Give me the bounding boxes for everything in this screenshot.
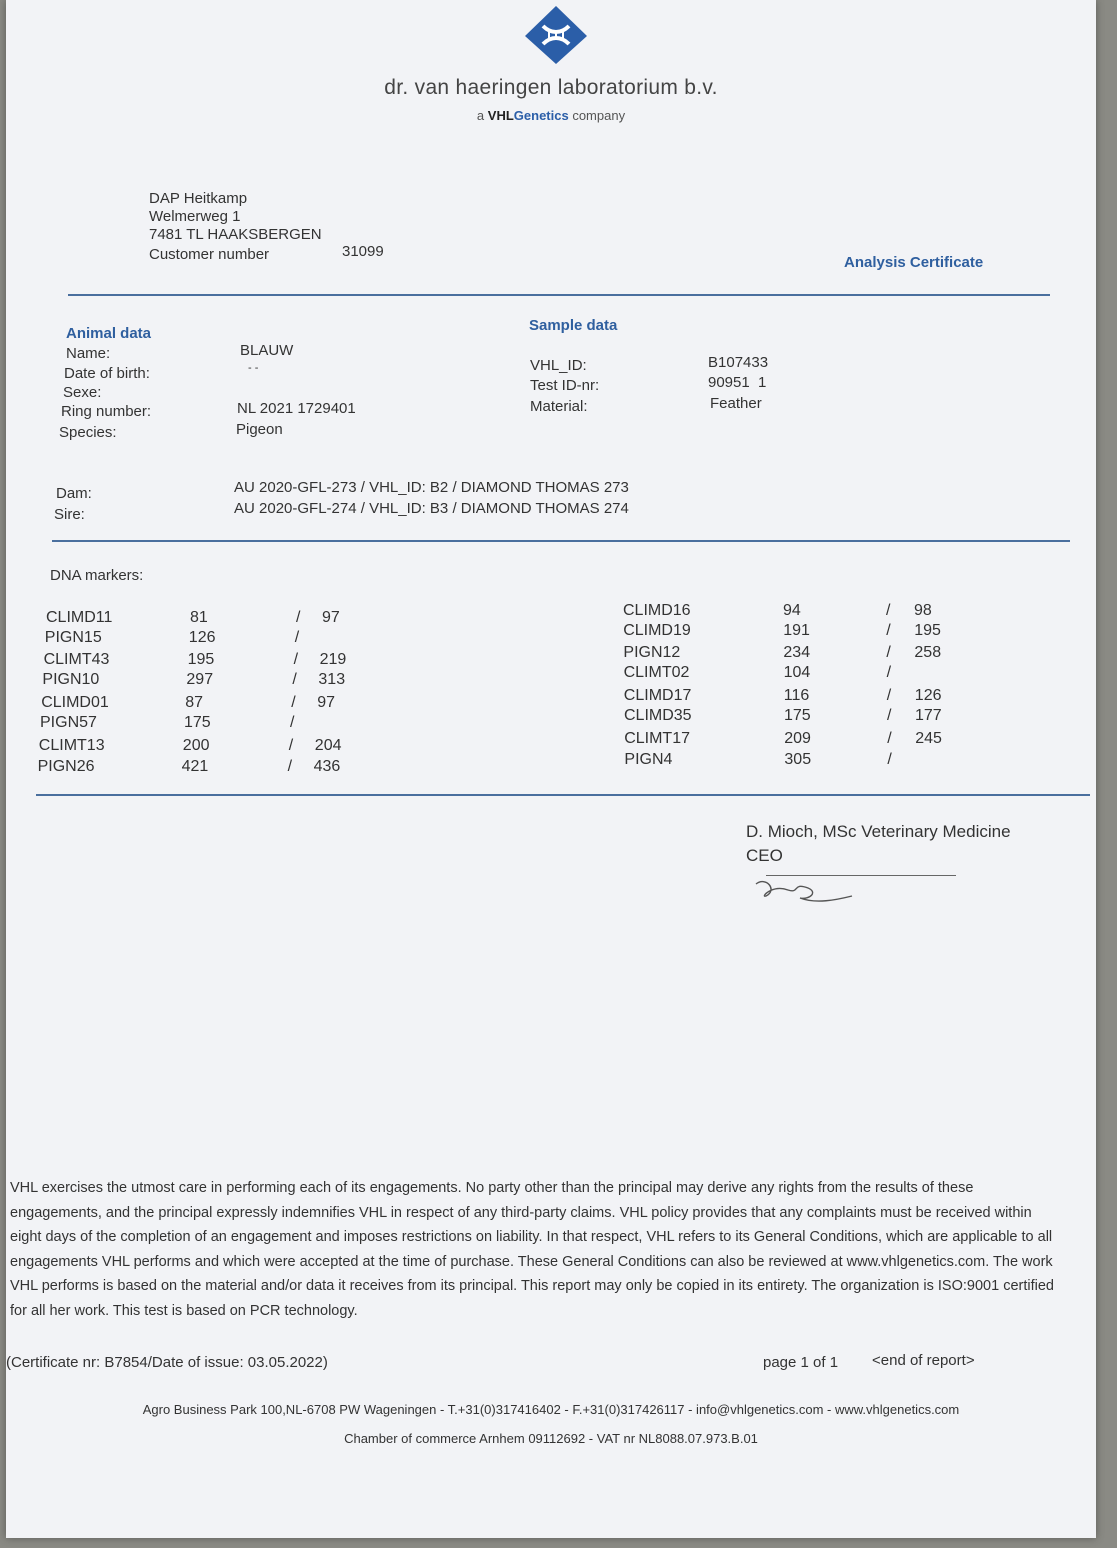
customer-number: 31099 bbox=[342, 243, 384, 260]
animal-data-heading: Animal data bbox=[66, 325, 152, 342]
customer-street: Welmerweg 1 bbox=[149, 208, 241, 225]
allele-1: 209 bbox=[784, 730, 811, 747]
marker-name: PIGN10 bbox=[42, 671, 100, 688]
marker-name: CLIMD11 bbox=[46, 609, 113, 626]
species-label: Species: bbox=[59, 424, 117, 441]
allele-separator: / bbox=[291, 694, 296, 711]
allele-1: 297 bbox=[186, 671, 214, 688]
marker-name: CLIMT13 bbox=[38, 737, 105, 754]
allele-2: 219 bbox=[319, 651, 347, 668]
dam-label: Dam: bbox=[56, 485, 92, 502]
allele-separator: / bbox=[887, 730, 892, 747]
allele-separator: / bbox=[886, 687, 892, 704]
marker-name: PIGN57 bbox=[40, 714, 97, 731]
marker-name: PIGN12 bbox=[623, 644, 681, 661]
material-value: Feather bbox=[710, 395, 762, 412]
dna-markers-heading: DNA markers: bbox=[50, 567, 144, 584]
marker-name: CLIMD16 bbox=[623, 602, 691, 619]
test-id-value: 90951 1 bbox=[708, 374, 767, 391]
marker-name: PIGN15 bbox=[44, 629, 102, 646]
page-info: page 1 of 1 bbox=[763, 1354, 839, 1371]
marker-name: CLIMT17 bbox=[624, 730, 690, 747]
marker-name: CLIMD17 bbox=[623, 687, 692, 704]
footer-address: Agro Business Park 100,NL-6708 PW Wageningen - T.+31(0)317416402 - F.+31(0)317426117 - info@vhlgenetics.com - www.vhlgenetics.com bbox=[142, 1402, 960, 1417]
allele-separator: / bbox=[887, 751, 892, 768]
allele-1: 305 bbox=[784, 751, 812, 768]
customer-city: 7481 TL HAAKSBERGEN bbox=[149, 226, 322, 243]
allele-separator: / bbox=[288, 737, 294, 754]
animal-name-value: BLAUW bbox=[240, 342, 294, 359]
dob-value: - - bbox=[248, 362, 259, 374]
tagline bbox=[6, 108, 1096, 123]
allele-1: 421 bbox=[181, 758, 209, 775]
signature-line bbox=[766, 875, 956, 876]
signatory-title: CEO bbox=[746, 846, 783, 865]
animal-name-label: Name: bbox=[66, 345, 111, 362]
allele-separator: / bbox=[886, 622, 891, 639]
footer-registration: Chamber of commerce Arnhem 09112692 - VAT nr NL8088.07.973.B.01 bbox=[344, 1431, 758, 1446]
allele-separator: / bbox=[292, 671, 297, 688]
certificate-info: (Certificate nr: B7854/Date of issue: 03.05.2022) bbox=[6, 1354, 328, 1371]
marker-name: PIGN4 bbox=[624, 751, 673, 768]
allele-1: 104 bbox=[783, 664, 811, 681]
marker-name: CLIMT43 bbox=[43, 651, 110, 668]
dna-logo-icon bbox=[521, 4, 591, 71]
allele-separator: / bbox=[290, 714, 295, 731]
sire-value: AU 2020-GFL-274 / VHL_ID: B3 / DIAMOND THOMAS 274 bbox=[234, 500, 629, 517]
allele-2: 98 bbox=[914, 602, 932, 619]
test-id-label: Test ID-nr: bbox=[530, 377, 600, 394]
marker-name: CLIMT02 bbox=[623, 664, 690, 681]
signature bbox=[752, 870, 862, 915]
allele-2: 177 bbox=[915, 707, 942, 724]
certificate-page bbox=[6, 0, 1096, 1538]
marker-name: CLIMD35 bbox=[624, 707, 692, 724]
vhl-id-value: B107433 bbox=[708, 354, 769, 371]
end-of-report: <end of report> bbox=[872, 1352, 975, 1369]
marker-name: PIGN26 bbox=[37, 758, 95, 775]
allele-2: 126 bbox=[914, 687, 942, 704]
customer-name: DAP Heitkamp bbox=[149, 190, 248, 207]
tagline-suffix: company bbox=[572, 108, 626, 123]
allele-2: 258 bbox=[914, 644, 942, 661]
allele-2: 204 bbox=[314, 737, 342, 754]
allele-separator: / bbox=[887, 707, 892, 724]
ring-number-value: NL 2021 1729401 bbox=[237, 400, 356, 417]
sex-label: Sexe: bbox=[63, 384, 102, 401]
allele-1: 126 bbox=[188, 629, 216, 646]
customer-number-label: Customer number bbox=[149, 246, 270, 263]
allele-1: 87 bbox=[185, 694, 203, 711]
divider bbox=[36, 794, 1090, 796]
allele-2: 436 bbox=[313, 758, 341, 775]
allele-1: 195 bbox=[187, 651, 215, 668]
lab-name: dr. van haeringen laboratorium b.v. bbox=[384, 76, 718, 99]
dam-value: AU 2020-GFL-273 / VHL_ID: B2 / DIAMOND THOMAS 273 bbox=[234, 479, 629, 496]
tagline-genetics: Genetics bbox=[513, 108, 569, 123]
allele-1: 94 bbox=[783, 602, 801, 619]
marker-name: CLIMD01 bbox=[41, 694, 109, 711]
divider bbox=[52, 540, 1070, 542]
divider bbox=[68, 294, 1050, 296]
allele-1: 175 bbox=[184, 714, 211, 731]
allele-separator: / bbox=[886, 664, 892, 681]
allele-separator: / bbox=[296, 609, 301, 626]
allele-separator: / bbox=[886, 644, 891, 661]
allele-1: 234 bbox=[783, 644, 811, 661]
allele-2: 97 bbox=[322, 609, 340, 626]
allele-1: 200 bbox=[182, 737, 210, 754]
material-label: Material: bbox=[530, 398, 588, 415]
dob-label: Date of birth: bbox=[64, 365, 150, 382]
allele-2: 245 bbox=[915, 730, 942, 747]
allele-2: 313 bbox=[318, 671, 346, 688]
marker-name: CLIMD19 bbox=[623, 622, 691, 639]
allele-2: 97 bbox=[317, 694, 335, 711]
certificate-title: Analysis Certificate bbox=[844, 254, 984, 271]
ring-number-label: Ring number: bbox=[61, 403, 152, 420]
allele-2: 195 bbox=[914, 622, 941, 639]
allele-separator: / bbox=[886, 602, 891, 619]
sample-data-heading: Sample data bbox=[529, 317, 618, 334]
signatory-name: D. Mioch, MSc Veterinary Medicine bbox=[746, 822, 1011, 841]
allele-separator: / bbox=[287, 758, 293, 775]
sire-label: Sire: bbox=[54, 506, 85, 523]
vhl-id-label: VHL_ID: bbox=[530, 357, 587, 374]
allele-separator: / bbox=[293, 651, 299, 668]
allele-1: 116 bbox=[783, 687, 810, 704]
tagline-vhl: VHL bbox=[487, 108, 514, 123]
species-value: Pigeon bbox=[236, 421, 283, 438]
allele-1: 191 bbox=[783, 622, 810, 639]
allele-1: 81 bbox=[190, 609, 208, 626]
allele-1: 175 bbox=[784, 707, 811, 724]
allele-separator: / bbox=[294, 629, 300, 646]
tagline-prefix: a bbox=[476, 108, 485, 123]
disclaimer-text: VHL exercises the utmost care in performing each of its engagements. No party other than the principal may derive any rights from the results of these engagements, and the principal expressly indemnifies VHL in respect of any third-party claims. VHL policy provides that any complaints must be received within eight days of the completion of an engagement and imposes restrictions on liability. In that respect, VHL refers to its General Conditions, which are applicable to all engagements VHL performs and which were accepted at the time of purchase. These General Conditions can also be reviewed at www.vhlgenetics.com. The work VHL performs is based on the material and/or data it receives from its principal. This report may only be copied in its entirety. The organization is ISO:9001 certified for all her work. This test is based on PCR technology. bbox=[10, 1180, 1054, 1319]
